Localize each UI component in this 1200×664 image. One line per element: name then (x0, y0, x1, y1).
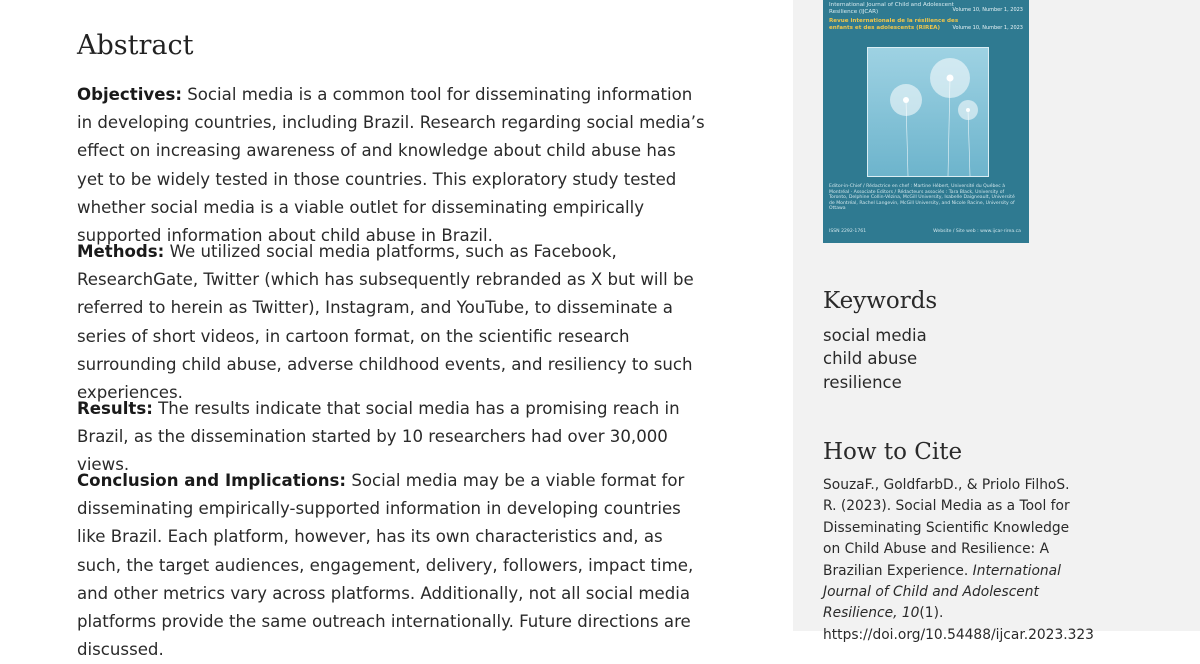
cover-journal-title: International Journal of Child and Adolescent Resilience (IJCAR) (829, 2, 954, 15)
citation-journal: International Journal of Child and Adolescent Resilience (823, 562, 1061, 622)
cover-volume-fr: Volume 10, Number 1, 2023 (952, 25, 1023, 31)
citation-issue-doi[interactable]: (1). https://doi.org/10.54488/ijcar.2023.323 (823, 605, 1094, 643)
keyword-list (823, 324, 927, 394)
cover-editors: Editor-in-Chief / Rédactrice en chef : Martine Hébert, Université du Québec à Montréal · Associate Editors / Rédacteurs associés : Tara Black, University of Toronto, Delphine Collin-Vézina, McGill University, Isabelle Daigneault, Université de Montréal, Rachel Langevin, McGill University, and Nicole Racine, University of Ottawa (829, 184, 1015, 212)
methods-paragraph (77, 238, 707, 407)
journal-cover-image[interactable] (823, 0, 1029, 243)
objectives-label: Objectives: (77, 85, 182, 104)
cover-journal-title-fr: Revue internationale de la résilience des enfants et des adolescents (RIREA) (829, 18, 959, 31)
keywords-heading: Keywords (823, 288, 938, 314)
conclusion-text: Social media may be a viable format for disseminating empirically-supported information in developing countries like Brazil. Each platform, however, has its own characteristics and, as such, the target audiences, engagement, delivery, followers, impact time, and other metrics vary across platforms. Additionally, not all social media platforms provide the same outreach internationally. Future directions are discussed. (77, 471, 694, 660)
cover-issn: ISSN 2292-1761 (829, 229, 867, 234)
results-text: The results indicate that social media has a promising reach in Brazil, as the dissemination started by 10 researchers had over 30,000 views. (77, 399, 680, 475)
keyword-item[interactable]: social media (823, 326, 927, 345)
cover-volume: Volume 10, Number 1, 2023 (952, 7, 1023, 13)
keyword-item[interactable]: child abuse (823, 349, 918, 369)
cover-dandelion-photo (867, 47, 989, 177)
citation-body: SouzaF., GoldfarbD., & Priolo FilhoS. R. (2023). Social Media as a Tool for Disseminating Scientific Knowledge on Child Abuse and Resilience: A Brazilian Experience. (823, 477, 1070, 579)
citation-text (823, 475, 1094, 646)
cover-website: Website / Site web : www.ijcar-rirea.ca (933, 229, 1021, 234)
objectives-text: Social media is a common tool for disseminating information in developing countries, including Brazil. Research regarding social media’s effect on increasing awareness of and knowledge about child abuse has yet to be widely tested in those countries. This exploratory study tested whether social media is a viable outlet for disseminating empirically supported information about child abuse in Brazil. (77, 85, 705, 246)
methods-text: We utilized social media platforms, such as Facebook, ResearchGate, Twitter (which has subsequently rebranded as X but will be referred to herein as Twitter), Instagram, and YouTube, to disseminate a series of short videos, in cartoon format, on the scientific research surrounding child abuse, adverse childhood events, and resiliency to such experiences. (77, 242, 694, 403)
dandelion-icon (868, 48, 988, 176)
article-sidebar (793, 0, 1200, 643)
how-to-cite-heading: How to Cite (823, 439, 963, 465)
citation-volume: , 10 (893, 605, 920, 622)
results-label: Results: (77, 399, 153, 418)
conclusion-label: Conclusion and Implications: (77, 471, 347, 490)
conclusion-paragraph (77, 467, 707, 664)
methods-label: Methods: (77, 242, 165, 261)
keyword-item[interactable]: resilience (823, 372, 902, 392)
abstract-heading: Abstract (77, 30, 194, 61)
objectives-paragraph (77, 81, 707, 250)
